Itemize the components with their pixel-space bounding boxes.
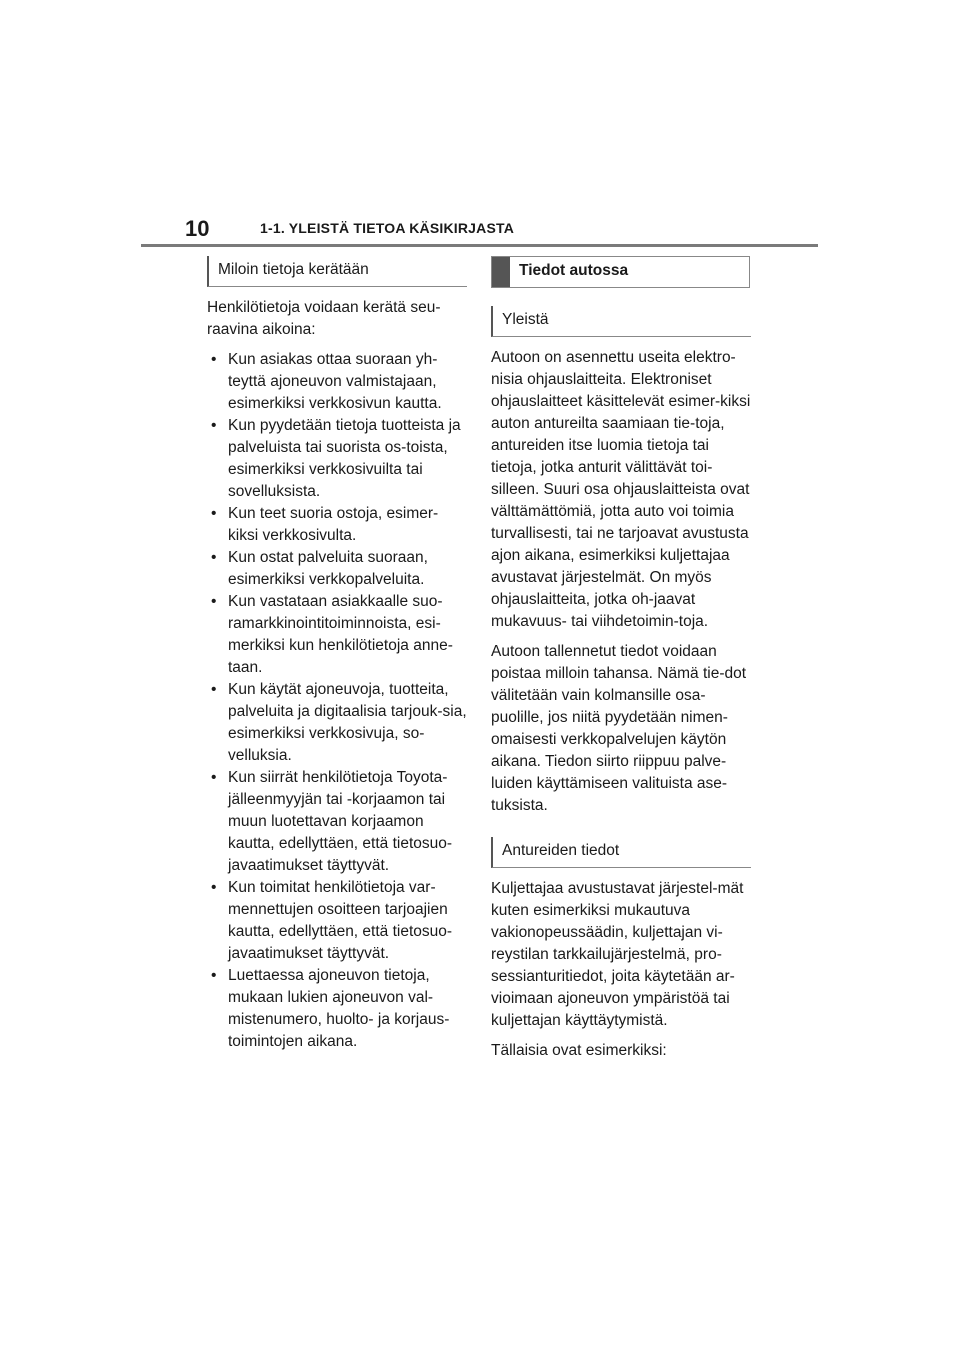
left-column [207,256,467,1053]
heading-marker [492,257,510,287]
boxed-section-heading [491,256,750,288]
boxed-heading-label: Tiedot autossa [519,262,629,279]
page-header [141,212,818,246]
list-item: • Kun toimitat henkilötietoja var-mennettujen osoitteen tarjoajien kautta, edellyttäen, että tietosuo-javaatimukset täyttyvät. [207,877,467,965]
page-number: 10 [185,216,210,241]
list-item: • Kun siirrät henkilötietoja Toyota-jälleenmyyjän tai -korjaamon tai muun luotettavan korjaamon kautta, edellyttäen, että tietosuo-javaatimukset täyttyvät. [207,767,467,877]
list-item: • Kun vastataan asiakkaalle suo-ramarkkinointitoiminnoista, esi-merkiksi kun henkilötietoja anne-taan. [207,591,467,679]
paragraph: Autoon tallennetut tiedot voidaan poistaa milloin tahansa. Nämä tie-dot välitetään vain kolmansille osa-puolille, jos niitä pyydetään nimen-omaisesti verkkopalvelujen käytön aikana. Tiedon siirto riippuu palve-luiden käyttämiseen valituista ase-tuksista. [491,643,747,814]
right-column [491,256,751,1070]
collection-times-list [207,349,467,1053]
list-item: • Kun asiakas ottaa suoraan yh-teyttä ajoneuvon valmistajaan, esimerkiksi verkkosivun kautta. [207,349,467,415]
paragraph: Autoon on asennettu useita elektro-nisia ohjauslaitteita. Elektroniset ohjauslaitteet käsittelevät esimer-kiksi auton antureilta saamiaan tie-toja, antureiden itse luomia tietoja tai tietoja, jotka anturit välittävät toi-silleen. Suuri osa ohjauslaitteista ovat välttämättömiä, jotta auto voi toimia turvallisesti, tai ne tarjoavat avustusta ajon aikana, esimerkiksi kuljettajaa avustavat järjestelmät. On myös ohjauslaitteita, jotka oh-jaavat mukavuus- tai viihdetoimin-toja. [491,349,751,630]
paragraph: Kuljettajaa avustustavat järjestel-mät kuten esimerkiksi mukautuva vakionopeussäädin, kuljettajan vi-reystilan tarkkailujärjestelmä, pro-sessianturitiedot, joita käytetään ar-vioimaan ajoneuvon ympäristöä tai kuljettajan käyttäytymistä. [491,880,744,1029]
section-heading-when-collected: Miloin tietoja kerätään [207,256,467,287]
list-item: • Kun käytät ajoneuvoja, tuotteita, palveluita ja digitaalisia tarjouk-sia, esimerkiksi verkkosivuja, so-velluksia. [207,679,467,767]
section-heading-sensor-data: Antureiden tiedot [491,837,751,868]
list-item: • Luettaessa ajoneuvon tietoja, mukaan lukien ajoneuvon val-mistenumero, huolto- ja korjaus-toimintojen aikana. [207,965,467,1053]
list-item: • Kun pyydetään tietoja tuotteista ja palveluista tai suorista os-toista, esimerkiksi verkkosivuilta tai sovelluksista. [207,415,467,503]
intro-paragraph: Henkilötietoja voidaan kerätä seu-raavina aikoina: [207,299,441,338]
chapter-title: 1-1. YLEISTÄ TIETOA KÄSIKIRJASTA [260,220,515,236]
section-heading-general: Yleistä [491,306,751,337]
list-item: • Kun ostat palveluita suoraan, esimerkiksi verkkopalveluita. [207,547,467,591]
list-item: • Kun teet suoria ostoja, esimer-kiksi verkkosivulta. [207,503,467,547]
header-divider [141,244,818,247]
paragraph: Tällaisia ovat esimerkiksi: [491,1042,667,1059]
